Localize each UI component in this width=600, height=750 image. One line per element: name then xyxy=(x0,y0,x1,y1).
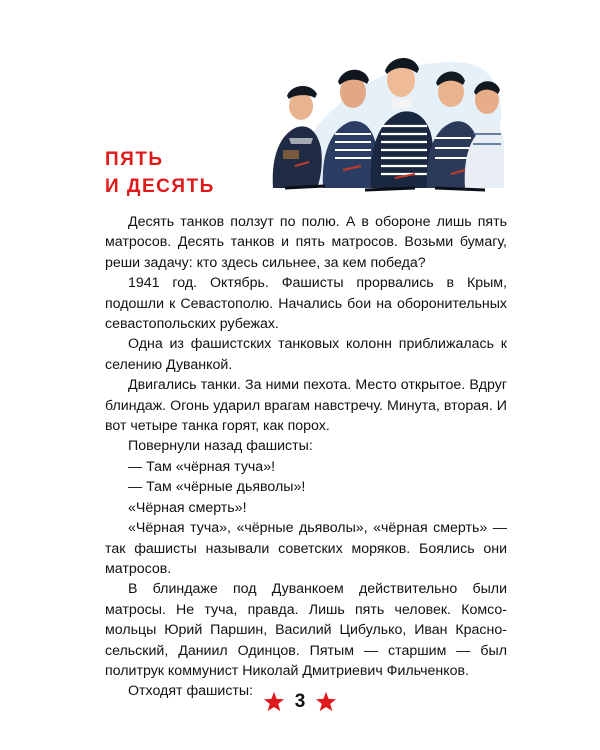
paragraph: Повернули назад фашисты: xyxy=(128,438,313,455)
chapter-title xyxy=(105,146,215,200)
paragraph: В блиндаже под Дуванкоем действительно были матросы. Не туча, правда. Лишь пять человек. Комсомольцы Юрий Паршин, Василий Цибулько, Иван Красносельский, Даниил Одинцов. Пятым — старшим — был политрук коммунист Николай Дмитриевич Фильченков. xyxy=(105,581,507,679)
paragraph: Одна из фашистских танковых колонн приближалась к селению Дуванкой. xyxy=(105,336,507,373)
chapter-title-line-2: И ДЕСЯТЬ xyxy=(105,176,215,197)
paragraph: «Чёрная туча», «чёрные дьяволы», «чёрная смерть» — так фашисты называли советских моряков. Боялись они матросов. xyxy=(105,520,507,577)
paragraph: 1941 год. Октябрь. Фашисты прорвались в Крым, подошли к Севастополю. Начались бои на оборонительных севастопольских рубежах. xyxy=(105,275,507,333)
paragraph: Отходят фашисты: xyxy=(128,683,254,700)
dialogue-line: — Там «чёрная туча»! xyxy=(128,458,276,475)
chapter-text xyxy=(105,212,507,702)
red-star-icon xyxy=(315,691,337,713)
red-star-icon xyxy=(263,691,285,713)
page-number: 3 xyxy=(294,691,306,712)
chapter-title-line-1: ПЯТЬ xyxy=(105,149,164,170)
paragraph: Десять танков ползут по полю. А в обороне лишь пять матросов. Десять танков и пять матросов. Возьми бумагу, реши задачу: кто здесь сильнее, за кем победа? xyxy=(105,214,507,271)
sailors-illustration xyxy=(265,38,505,193)
paragraph: Двигались танки. За ними пехота. Место открытое. Вдруг блиндаж. Огонь ударил врагам навстречу. Минута, вторая. И вот четыре танка горят, как порох. xyxy=(105,377,507,435)
dialogue-line: «Чёрная смерть»! xyxy=(128,499,247,516)
dialogue-line: — Там «чёрные дьяволы»! xyxy=(128,479,306,496)
page-footer xyxy=(0,690,600,714)
